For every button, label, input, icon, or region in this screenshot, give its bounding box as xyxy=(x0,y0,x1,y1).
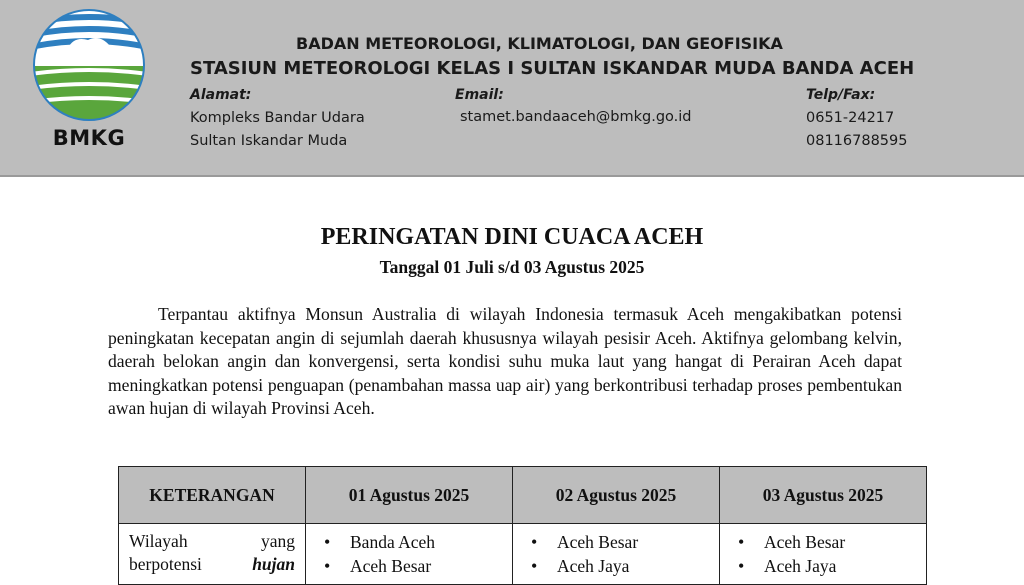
region-list xyxy=(720,524,926,578)
region-list xyxy=(306,524,512,578)
phone-label: Telp/Fax: xyxy=(806,87,876,103)
email-value[interactable]: stamet.bandaaceh@bmkg.go.id xyxy=(460,109,692,125)
list-item: • Aceh Besar xyxy=(738,530,926,554)
date-1-cell xyxy=(306,524,513,585)
logo-text: BMKG xyxy=(52,126,126,150)
org-name-station: STASIUN METEOROLOGI KELAS I SULTAN ISKANDAR MUDA BANDA ACEH xyxy=(190,58,915,79)
table-row xyxy=(119,524,927,585)
document-date-range: Tanggal 01 Juli s/d 03 Agustus 2025 xyxy=(379,257,645,277)
address-line-1: Kompleks Bandar Udara xyxy=(190,110,365,126)
header-date-1: 01 Agustus 2025 xyxy=(306,467,513,524)
row-label-word: yang xyxy=(260,531,295,551)
body-paragraph: Terpantau aktifnya Monsun Australia di wilayah Indonesia termasuk Aceh mengakibatkan potensi peningkatan kecepatan angin di sejumlah daerah khususnya wilayah pesisir Aceh. Aktifnya gelombang kelvin, daerah belokan angin dan konvergensi, serta kondisi suhu muka laut yang hangat di Perairan Aceh dapat meningkatkan potensi penguapan (penambahan massa uap air) yang berkontribusi terhadap proses pembentukan awan hujan di wilayah Provinsi Aceh. xyxy=(108,304,902,418)
date-2-cell xyxy=(513,524,720,585)
list-item: • Banda Aceh xyxy=(324,530,512,554)
region-list xyxy=(513,524,719,578)
header-keterangan: KETERANGAN xyxy=(119,467,306,524)
row-label xyxy=(119,524,305,576)
bmkg-logo xyxy=(30,6,148,166)
org-name-primary: BADAN METEOROLOGI, KLIMATOLOGI, DAN GEOFISIKA xyxy=(296,34,783,53)
phone-number-2: 08116788595 xyxy=(806,133,908,149)
row-label-emphasis: hujan xyxy=(252,554,295,574)
list-item: • Aceh Jaya xyxy=(531,554,719,578)
header-date-3: 03 Agustus 2025 xyxy=(720,467,927,524)
list-item: • Aceh Besar xyxy=(324,554,512,578)
email-label: Email: xyxy=(455,87,504,103)
forecast-table xyxy=(118,466,927,585)
address-line-2: Sultan Iskandar Muda xyxy=(190,133,348,149)
row-label-word: berpotensi xyxy=(129,554,202,574)
date-3-cell xyxy=(720,524,927,585)
list-item: • Aceh Jaya xyxy=(738,554,926,578)
letterhead xyxy=(0,0,1024,177)
row-label-cell xyxy=(119,524,306,585)
header-date-2: 02 Agustus 2025 xyxy=(513,467,720,524)
table-header-row xyxy=(119,467,927,524)
bmkg-emblem-icon xyxy=(30,6,148,124)
address-label: Alamat: xyxy=(190,87,252,103)
document-title: PERINGATAN DINI CUACA ACEH xyxy=(320,224,704,250)
phone-number-1: 0651-24217 xyxy=(806,110,895,126)
list-item: • Aceh Besar xyxy=(531,530,719,554)
row-label-word: Wilayah xyxy=(129,531,188,551)
